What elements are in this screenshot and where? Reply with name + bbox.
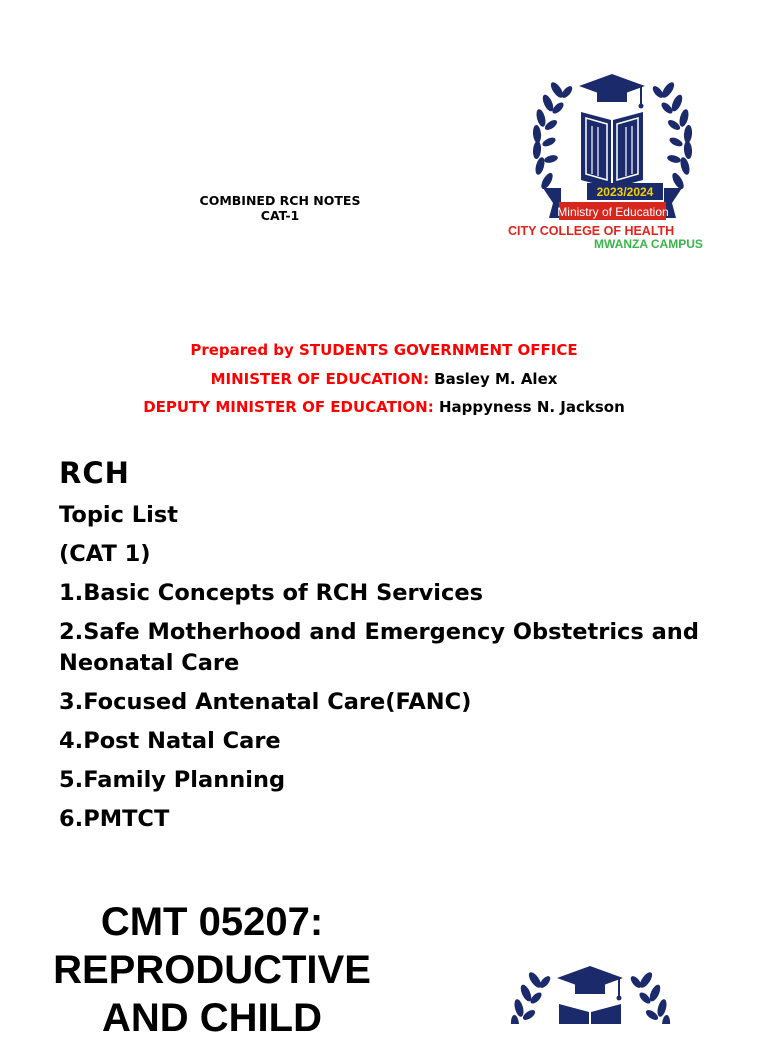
graduation-cap-icon: [557, 966, 623, 1001]
college-logo-bottom: [483, 960, 698, 1024]
course-title-line3: AND CHILD: [102, 996, 322, 1040]
topic-item: 1.Basic Concepts of RCH Services: [59, 580, 483, 606]
laurel-left-icon: [510, 970, 552, 1024]
cover-title: [160, 193, 400, 223]
prepared-by: Prepared by STUDENTS GOVERNMENT OFFICE: [190, 341, 578, 359]
rch-heading: RCH: [59, 456, 130, 490]
logo-ribbon: Ministry of Education: [557, 205, 669, 219]
laurel-left-icon: [532, 80, 574, 190]
course-title-line1: CMT 05207:: [100, 900, 324, 944]
cat-label: (CAT 1): [59, 541, 151, 567]
deputy-line: [0, 397, 768, 426]
logo-campus: MWANZA CAMPUS: [594, 237, 703, 251]
topic-item: 4.Post Natal Care: [59, 728, 281, 754]
topic-item: 2.Safe Motherhood and Emergency Obstetrics and Neonatal Care: [59, 619, 699, 676]
course-title: [20, 898, 404, 1042]
credits-block: [0, 340, 768, 426]
course-title-line2: REPRODUCTIVE: [53, 948, 371, 992]
logo-college: CITY COLLEGE OF HEALTH: [508, 224, 675, 238]
deputy-label: DEPUTY MINISTER OF EDUCATION:: [143, 398, 439, 416]
college-logo: [505, 70, 720, 255]
minister-line: [0, 369, 768, 398]
minister-label: MINISTER OF EDUCATION:: [210, 369, 435, 388]
logo-year: 2023/2024: [596, 185, 654, 199]
topic-item: 3.Focused Antenatal Care(FANC): [59, 689, 472, 715]
deputy-name: Happyness N. Jackson: [438, 398, 625, 416]
topic-list-label: Topic List: [59, 502, 179, 528]
open-book-icon: [559, 1004, 621, 1024]
cover-title-line1: COMBINED RCH NOTES: [199, 193, 361, 208]
laurel-right-icon: [651, 80, 693, 190]
open-book-icon: [581, 112, 643, 188]
topic-item: 6.PMTCT: [59, 806, 170, 832]
minister-name: Basley M. Alex: [434, 369, 558, 388]
cover-title-line2: CAT-1: [260, 208, 300, 223]
graduation-cap-icon: [579, 74, 645, 109]
laurel-right-icon: [629, 970, 671, 1024]
topic-item: 5.Family Planning: [59, 767, 286, 793]
topic-list: [59, 500, 719, 843]
